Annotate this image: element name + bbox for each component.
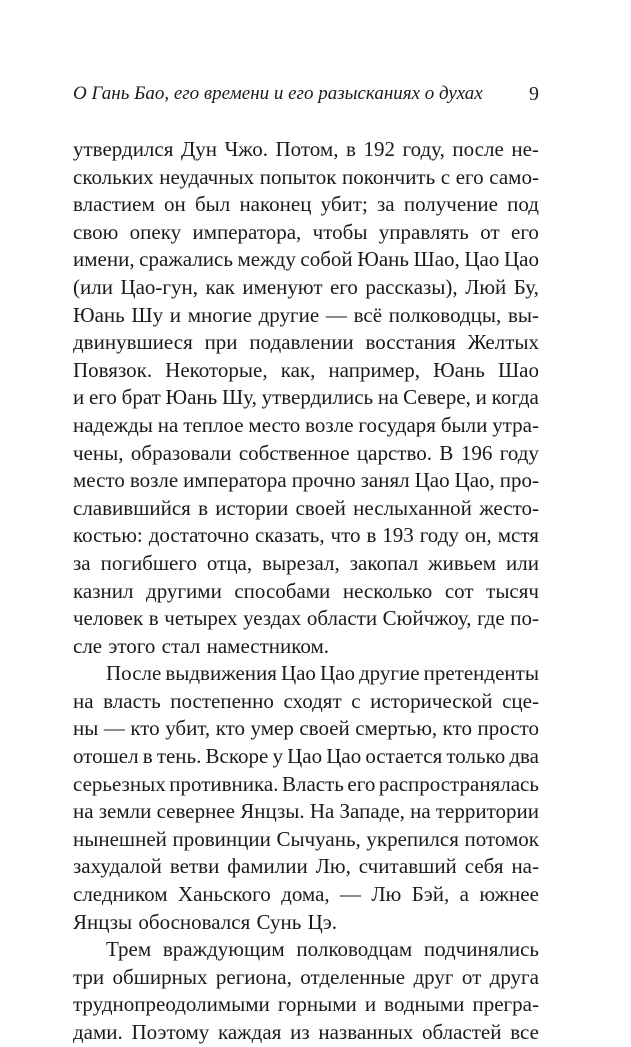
- body-text: [73, 136, 539, 1047]
- text-line: человек в четырех уездах области Сюйчжоу, где по-: [73, 606, 539, 631]
- text-line: нынешней провинции Сычуань, укрепился потомок: [73, 826, 539, 851]
- text-line: двинувшиеся при подавлении восстания Желтых: [73, 330, 539, 355]
- text-line: Повязок. Некоторые, как, например, Юань Шао: [73, 357, 539, 382]
- text-line: следником Ханьского дома, — Лю Бэй, а южнее: [73, 882, 539, 907]
- text-line: сле этого стал наместником.: [73, 633, 330, 658]
- text-line: (или Цао-гун, как именуют его рассказы), Люй Бу,: [73, 274, 539, 299]
- text-line: свою опеку императора, чтобы управлять от его: [73, 219, 539, 244]
- text-line: и его брат Юань Шу, утвердились на Севере, и когда: [73, 385, 539, 410]
- text-line: властием он был наконец убит; за получение под: [73, 192, 539, 217]
- text-line: скольких неудачных попыток покончить с его само-: [73, 164, 539, 189]
- text-line: имени, сражались между собой Юань Шао, Цао Цао: [73, 247, 539, 272]
- text-line: Юань Шу и многие другие — всё полководцы, вы-: [73, 302, 539, 327]
- text-line: После выдвижения Цао Цао другие претенденты: [106, 661, 539, 686]
- page-number: 9: [529, 83, 539, 105]
- text-line: надежды на теплое место возле государя были утра-: [73, 412, 539, 437]
- text-line: утвердился Дун Чжо. Потом, в 192 году, после не-: [73, 137, 539, 161]
- running-header: [73, 81, 539, 107]
- running-header-title: О Гань Бао, его времени и его разысканиях о духах: [73, 83, 483, 104]
- text-line: за погибшего отца, вырезал, закопал живьем или: [73, 550, 539, 575]
- text-line: Трем враждующим полководцам подчинялись: [106, 937, 539, 962]
- text-line: место возле императора прочно занял Цао Цао, про-: [73, 468, 539, 493]
- text-line: ны — кто убит, кто умер своей смертью, кто просто: [73, 716, 539, 741]
- text-line: костью: достаточно сказать, что в 193 году он, мстя: [73, 523, 539, 548]
- text-line: чены, образовали собственное царство. В 196 году: [73, 440, 539, 465]
- text-line: три обширных региона, отделенные друг от друга: [73, 964, 539, 989]
- text-line: на власть постепенно сходят с исторической сце-: [73, 688, 539, 713]
- text-line: отошел в тень. Вскоре у Цао Цао остается только два: [73, 744, 539, 769]
- text-line: дами. Поэтому каждая из названных областей все: [73, 1020, 539, 1044]
- text-line: Янцзы обосновался Сунь Цэ.: [73, 909, 337, 934]
- text-line: на земли севернее Янцзы. На Западе, на территории: [73, 799, 539, 824]
- text-line: казнил другими способами несколько сот тысяч: [73, 578, 539, 603]
- text-line: захудалой ветви фамилии Лю, считавший себя на-: [73, 854, 539, 879]
- text-line: серьезных противника. Власть его распространялась: [73, 771, 539, 796]
- text-line: славившийся в истории своей неслыханной жесто-: [73, 495, 539, 520]
- text-line: труднопреодолимыми горными и водными прегра-: [73, 992, 539, 1017]
